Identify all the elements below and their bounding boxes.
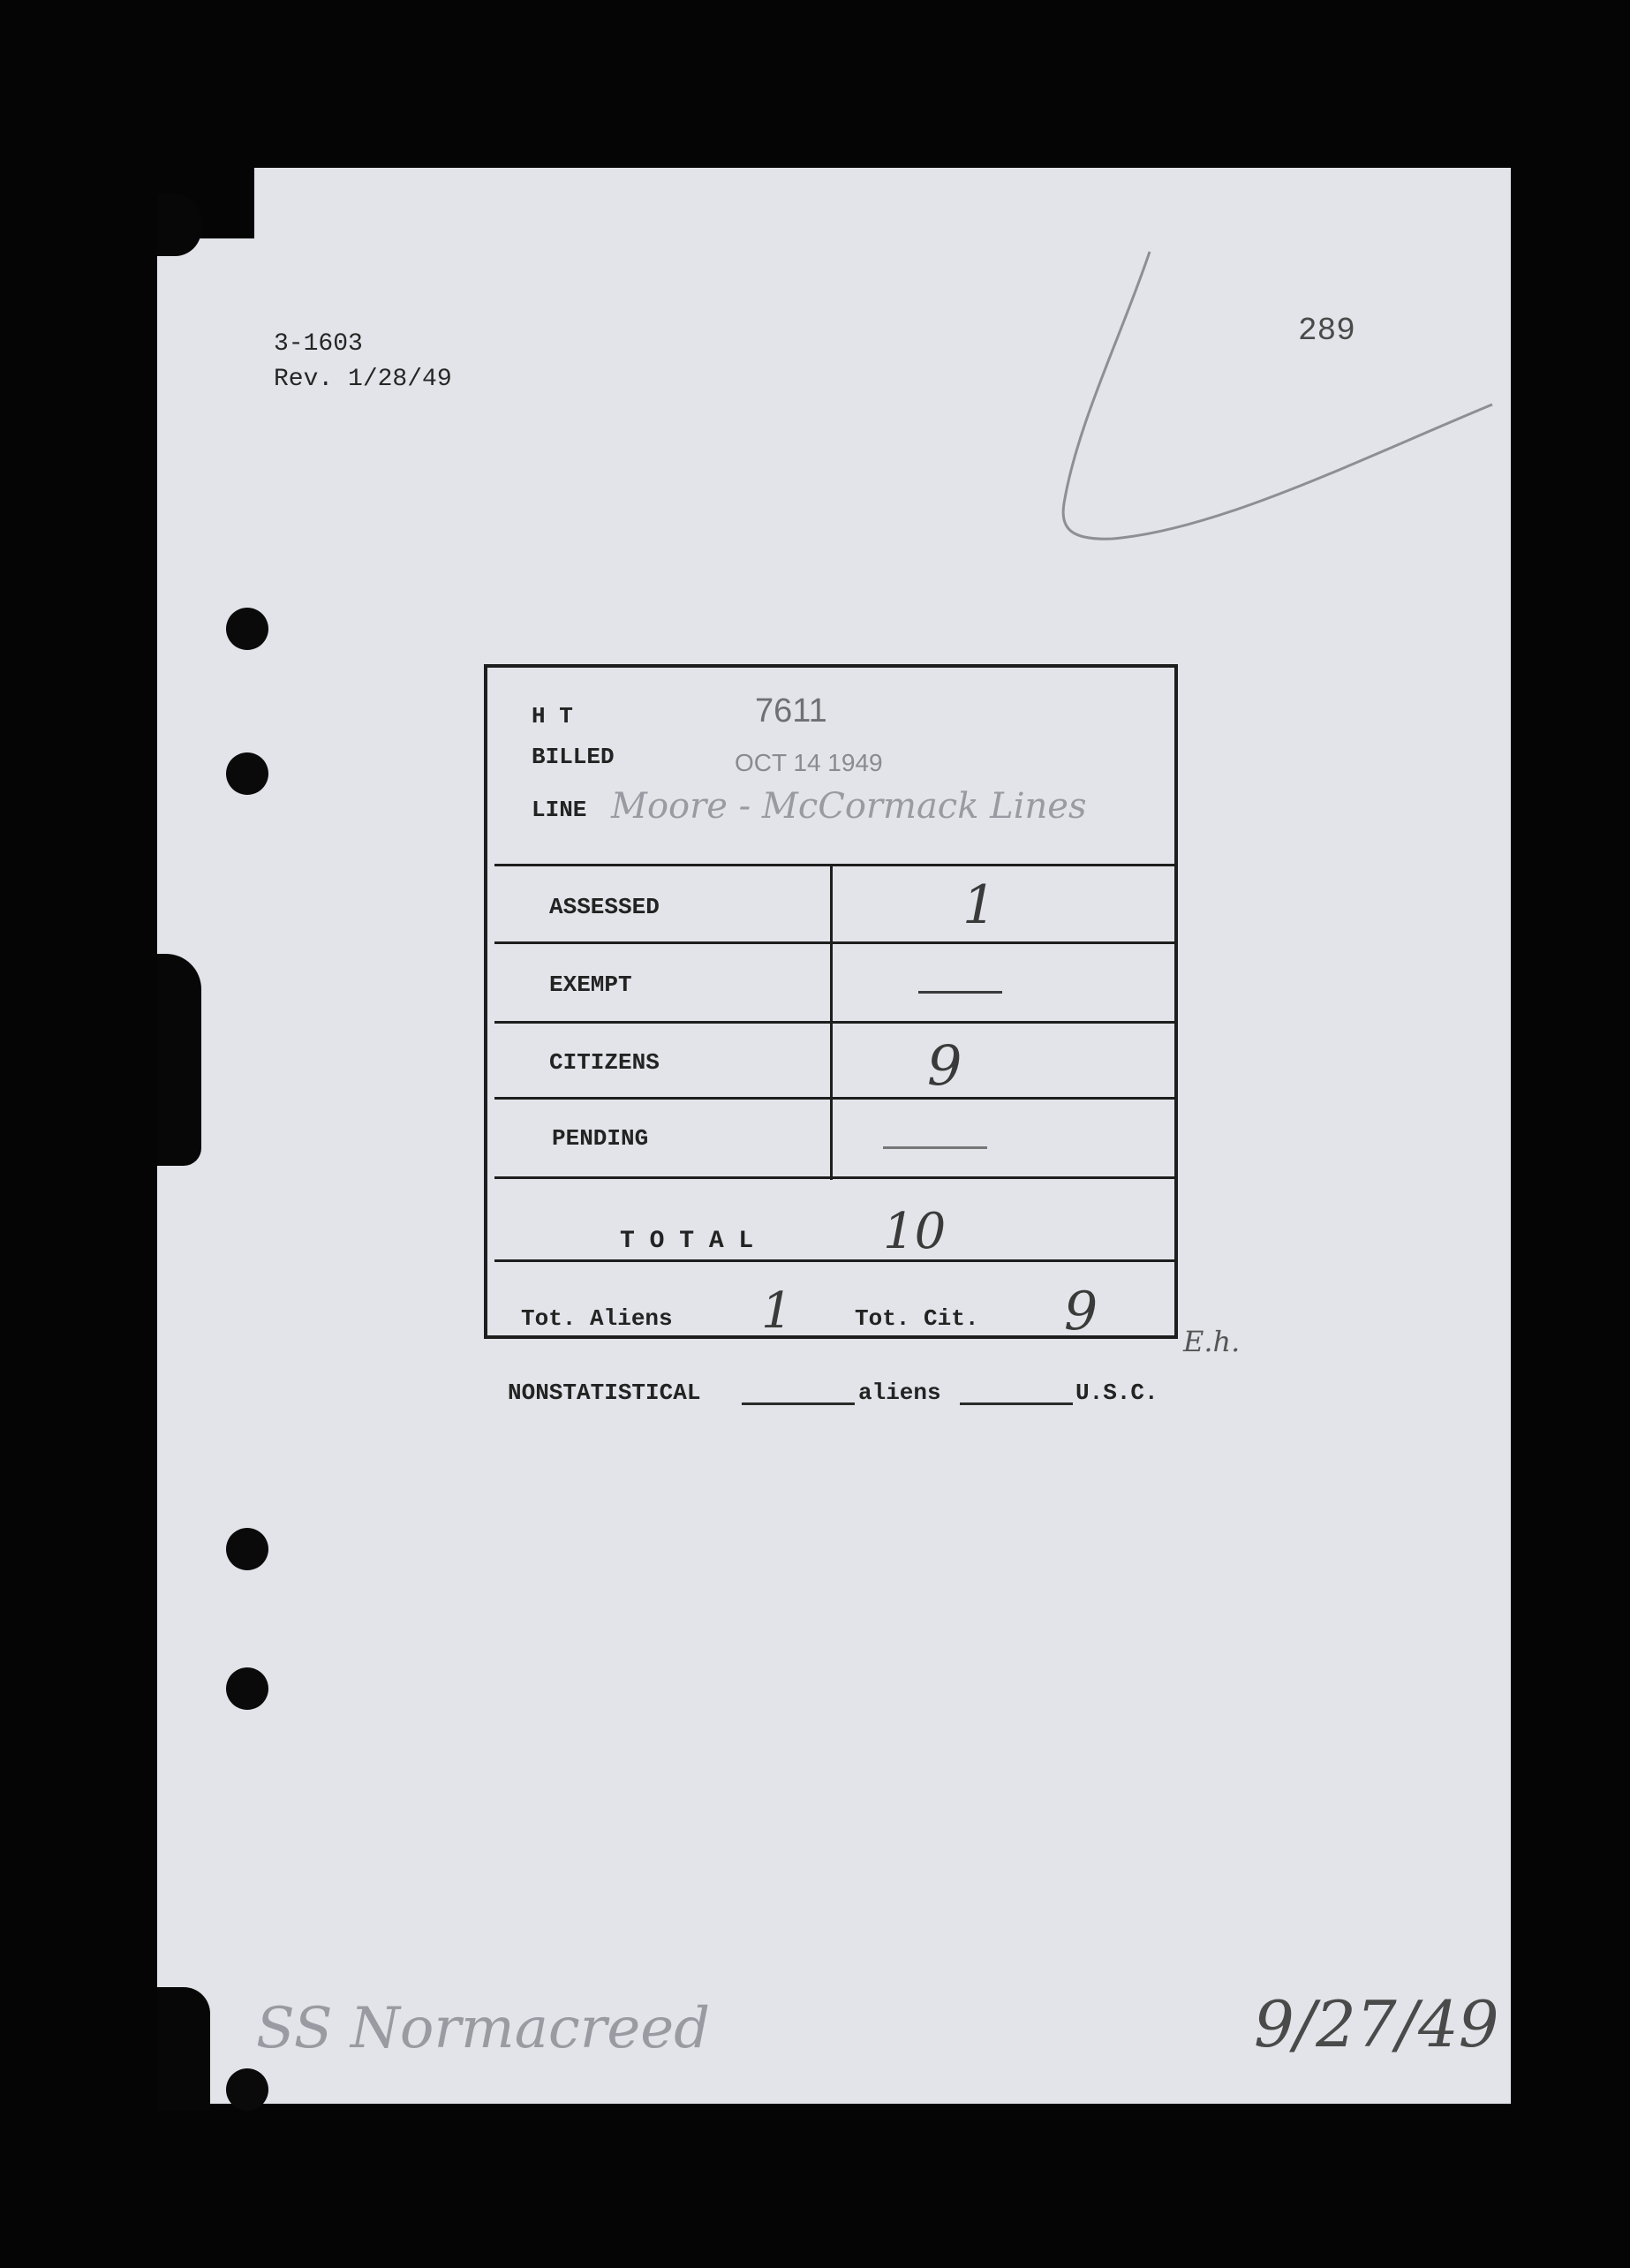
total-label: T O T A L	[620, 1228, 754, 1255]
form-divider	[494, 1176, 1176, 1179]
form-divider	[494, 941, 1176, 944]
usc-label: U.S.C.	[1075, 1380, 1158, 1406]
ht-label: H T	[532, 703, 573, 730]
ship-name: SS Normacreed	[256, 1996, 711, 2061]
form-divider	[494, 864, 1176, 866]
form-divider	[494, 1021, 1176, 1024]
page-number: 289	[1298, 313, 1355, 349]
footer-date: 9/27/49	[1254, 1987, 1499, 2061]
billed-date-stamp: OCT 14 1949	[735, 749, 883, 776]
exempt-label: EXEMPT	[549, 971, 632, 998]
nonstatistical-label: NONSTATISTICAL	[508, 1380, 701, 1406]
ht-number: 7611	[755, 692, 827, 730]
aliens-label: aliens	[858, 1380, 941, 1406]
tot-aliens-value: 1	[761, 1282, 793, 1340]
citizens-label: CITIZENS	[549, 1049, 660, 1076]
billed-label: BILLED	[532, 744, 615, 770]
nonstatistical-usc-blank	[960, 1402, 1073, 1405]
tot-aliens-label: Tot. Aliens	[521, 1305, 673, 1332]
pending-label: PENDING	[552, 1125, 649, 1152]
form-divider	[494, 1097, 1176, 1100]
initials: E.h.	[1183, 1325, 1241, 1358]
exempt-value-dash	[918, 991, 1002, 994]
form-number: 3-1603	[274, 330, 363, 358]
citizens-value: 9	[927, 1033, 962, 1098]
form-revision: Rev. 1/28/49	[274, 366, 452, 393]
nonstatistical-aliens-blank	[742, 1402, 855, 1405]
tot-cit-label: Tot. Cit.	[855, 1305, 979, 1332]
form-divider	[494, 1259, 1176, 1262]
assessed-value: 1	[962, 874, 997, 936]
total-value: 10	[883, 1203, 947, 1260]
tot-cit-value: 9	[1064, 1281, 1098, 1342]
line-name: Moore - McCormack Lines	[611, 786, 1087, 827]
assessed-label: ASSESSED	[549, 894, 660, 920]
line-label: LINE	[532, 797, 587, 823]
pending-value-dash	[883, 1146, 987, 1149]
